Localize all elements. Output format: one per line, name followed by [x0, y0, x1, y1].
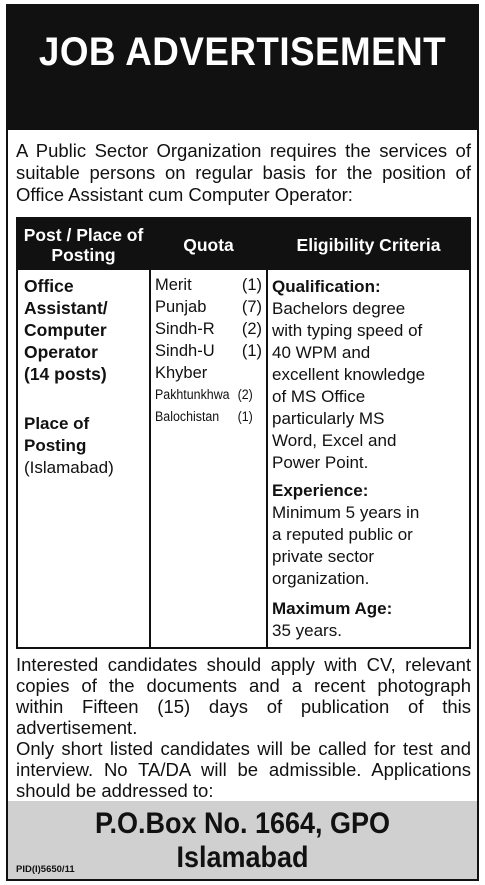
criteria-line: excellent knowledge — [272, 365, 426, 384]
post-line: Assistant/ — [24, 298, 108, 318]
place-value: (Islamabad) — [24, 458, 114, 477]
criteria-line: particularly MS — [272, 409, 385, 428]
quota-list — [155, 274, 262, 428]
post-line: Computer — [24, 320, 107, 340]
criteria-line: with typing speed of — [272, 321, 423, 340]
instructions-paragraph: Interested candidates should apply with CV, relevant copies of the documents and a recent photograph within Fifteen (15) days of publication of this advertisement. — [16, 654, 471, 738]
post-line: (14 posts) — [24, 364, 107, 384]
list-item: Merit (1) — [155, 276, 262, 294]
column-divider — [149, 219, 151, 647]
list-item: Balochistan (1) — [155, 409, 253, 424]
experience-label: Experience: — [272, 481, 369, 500]
intro-paragraph: A Public Sector Organization requires the services of suitable persons on regular basis for the position of Office Assistant cum Computer Operator: — [16, 140, 471, 205]
instructions — [16, 654, 471, 801]
table-header — [18, 219, 469, 270]
criteria-line: private sector — [272, 547, 375, 566]
criteria-line: 40 WPM and — [272, 343, 371, 362]
criteria-line: of MS Office — [272, 387, 366, 406]
header-banner — [8, 6, 477, 130]
instructions-paragraph: Only short listed candidates will be called for test and interview. No TA/DA will be admissible. Applications should be addressed to: — [16, 738, 471, 801]
po-box: P.O.Box No. 1664, GPO — [94, 807, 391, 840]
place-label: Posting — [24, 436, 87, 455]
header-criteria: Eligibility Criteria — [296, 234, 441, 255]
list-item: Sindh-U (1) — [155, 342, 262, 360]
age-value: 35 years. — [272, 621, 342, 640]
address-block — [8, 801, 477, 879]
list-item: Pakhtunkhwa (2) — [155, 387, 253, 402]
job-table — [16, 217, 471, 649]
post-line: Office — [24, 276, 74, 296]
qualification-label: Qualification: — [272, 277, 381, 296]
eligibility-criteria — [272, 276, 468, 642]
criteria-line: Minimum 5 years in — [272, 503, 420, 522]
city: Islamabad — [176, 841, 309, 874]
criteria-line: Power Point. — [272, 453, 369, 472]
list-item: Punjab (7) — [155, 298, 262, 316]
page-title: JOB ADVERTISEMENT — [38, 30, 447, 74]
criteria-line: organization. — [272, 569, 370, 588]
age-label: Maximum Age: — [272, 599, 393, 618]
place-of-posting — [24, 413, 148, 479]
place-label: Place of — [24, 414, 90, 433]
post-line: Operator — [24, 342, 98, 362]
post-title — [24, 275, 148, 385]
header-quota: Quota — [183, 234, 234, 255]
column-divider — [266, 219, 268, 647]
criteria-line: Word, Excel and — [272, 431, 397, 450]
header-post: Post / Place of Posting — [23, 224, 144, 265]
list-item: Sindh-R (2) — [155, 320, 262, 338]
list-item: Khyber — [155, 364, 208, 382]
advertisement-frame — [6, 4, 479, 881]
criteria-line: a reputed public or — [272, 525, 413, 544]
pid-code: PID(I)5650/11 — [16, 864, 75, 875]
criteria-line: Bachelors degree — [272, 299, 406, 318]
